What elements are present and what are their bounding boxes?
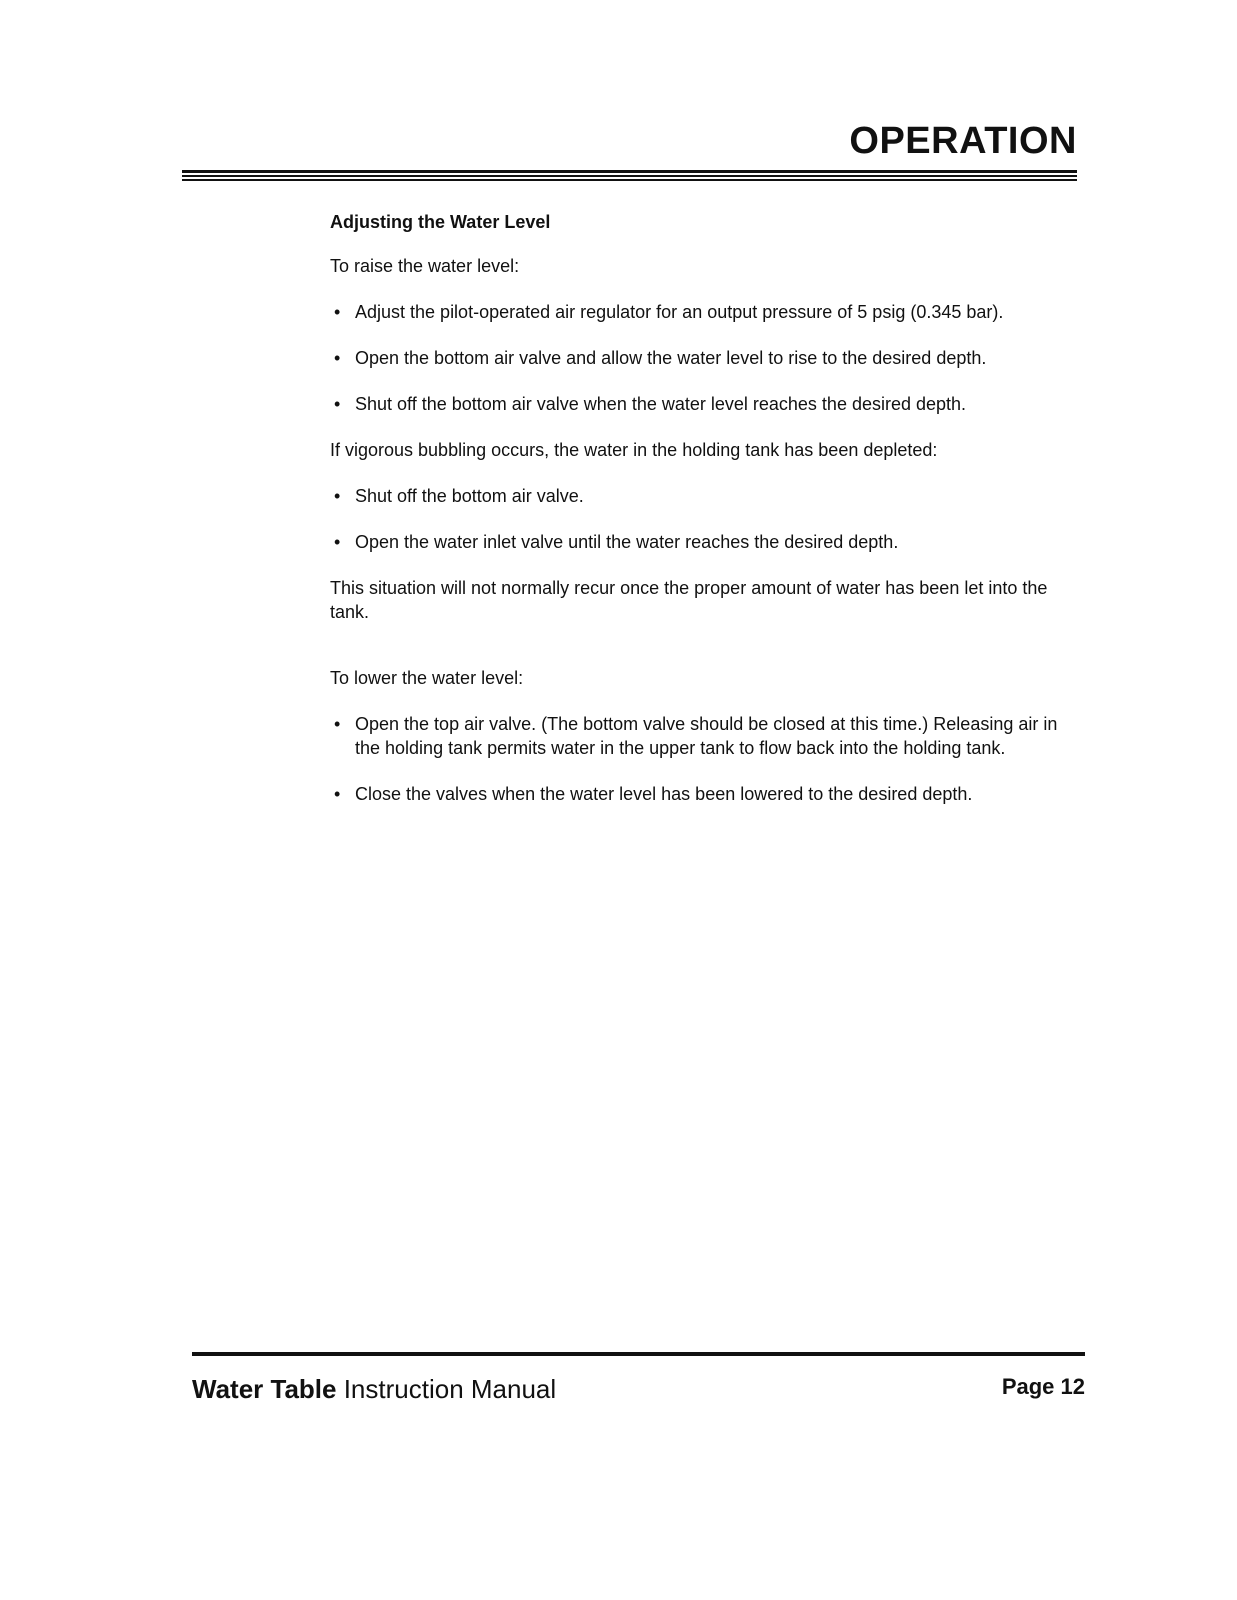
section-title: OPERATION <box>849 120 1077 162</box>
list-item <box>330 484 1080 508</box>
step-text: Adjust the pilot-operated air regulator for an output pressure of 5 psig (0.345 bar). <box>355 302 1004 322</box>
bullet-icon: • <box>334 784 341 804</box>
step-text: Open the water inlet valve until the water reaches the desired depth. <box>355 532 899 552</box>
step-text: Shut off the bottom air valve. <box>355 486 584 506</box>
manual-name-rest: Instruction Manual <box>336 1374 557 1404</box>
list-item <box>330 782 1080 806</box>
list-item <box>330 530 1080 554</box>
list-item <box>330 392 1080 416</box>
header-divider <box>182 170 1077 182</box>
bullet-icon: • <box>334 486 341 506</box>
list-item <box>330 300 1080 324</box>
page-number: Page 12 <box>1001 1374 1085 1399</box>
step-text: Open the bottom air valve and allow the water level to rise to the desired depth. <box>355 348 987 368</box>
list-item <box>330 346 1080 370</box>
lower-intro: To lower the water level: <box>330 668 524 688</box>
bullet-icon: • <box>334 302 341 322</box>
lower-steps-list <box>330 712 1080 806</box>
bullet-icon: • <box>334 394 341 414</box>
situation-note: This situation will not normally recur once the proper amount of water has been let into the tank. <box>330 578 1048 622</box>
manual-name-bold: Water Table <box>192 1374 337 1404</box>
bubbling-steps-list <box>330 484 1080 554</box>
bullet-icon: • <box>334 532 341 552</box>
step-text: Close the valves when the water level has been lowered to the desired depth. <box>355 784 973 804</box>
bullet-icon: • <box>334 348 341 368</box>
bullet-icon: • <box>334 714 341 734</box>
main-content <box>330 210 1080 828</box>
footer-divider <box>192 1352 1085 1356</box>
bubbling-intro: If vigorous bubbling occurs, the water in the holding tank has been depleted: <box>330 440 938 460</box>
manual-title <box>192 1374 556 1405</box>
step-text: Shut off the bottom air valve when the water level reaches the desired depth. <box>355 394 967 414</box>
raise-steps-list <box>330 300 1080 416</box>
raise-intro: To raise the water level: <box>330 256 520 276</box>
section-heading: Adjusting the Water Level <box>330 212 551 232</box>
list-item <box>330 712 1080 760</box>
step-text: Open the top air valve. (The bottom valve should be closed at this time.) Releasing air in the holding tank permits water in the upper tank to flow back into the holding tank. <box>355 714 1058 758</box>
